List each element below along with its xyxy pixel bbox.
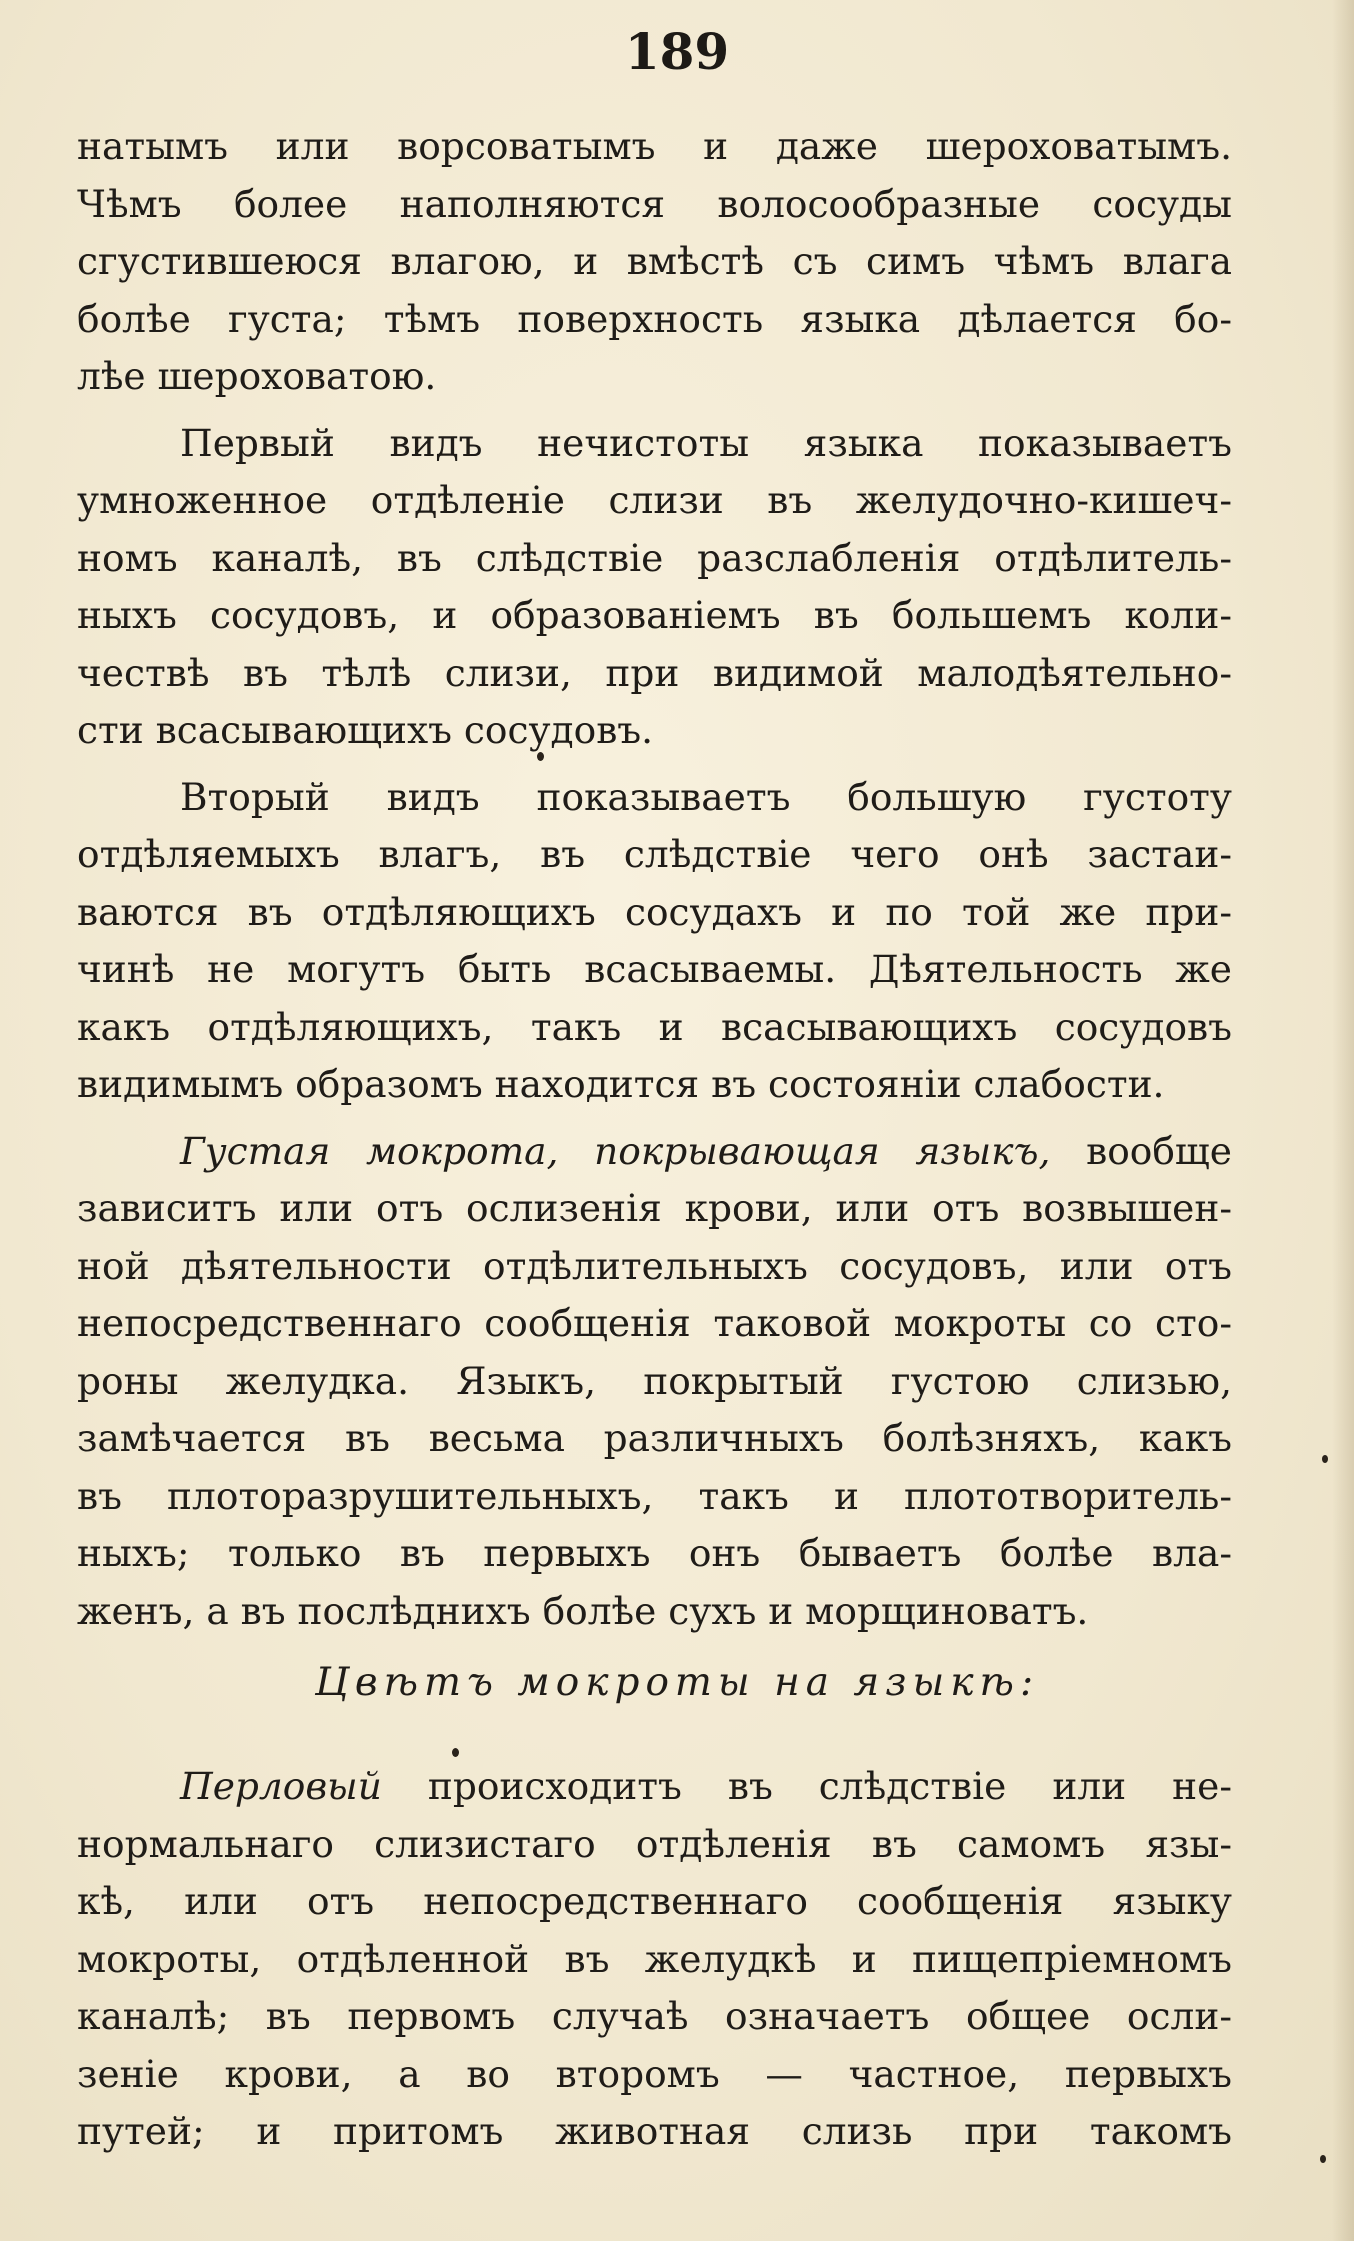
ink-speck <box>537 752 544 761</box>
text-line: Вторый видъ показываетъ большую густоту <box>180 774 1232 819</box>
text-line: номъ каналѣ, въ слѣдствіе разслабленія отдѣлитель- <box>77 535 1232 580</box>
text-line: болѣе густа; тѣмъ поверхность языка дѣлается бо- <box>77 296 1232 341</box>
lead-rest: вообще <box>1086 1128 1232 1173</box>
text-line-lead <box>77 1758 1232 1816</box>
main-text <box>77 118 1232 1640</box>
text-line: чествѣ въ тѣлѣ слизи, при видимой малодѣятельно- <box>77 650 1232 695</box>
italic-term: Перловый <box>180 1764 382 1808</box>
text-line: умноженное отдѣленіе слизи въ желудочно-кишеч- <box>77 478 1232 522</box>
text-line: чинѣ не могутъ быть всасываемы. Дѣятельность же <box>77 947 1232 991</box>
text-line: отдѣляемыхъ влагъ, въ слѣдствіе чего онѣ застаи- <box>77 832 1232 876</box>
lead-rest: происходитъ въ слѣдствіе или не- <box>427 1764 1232 1808</box>
page-edge-shadow <box>1332 0 1354 2241</box>
ink-speck <box>452 1748 459 1757</box>
paragraph-thick-mucus <box>77 1123 1232 1641</box>
text-line: лѣе шероховатою. <box>77 354 437 398</box>
text-line: ной дѣятельности отдѣлительныхъ сосудовъ, или отъ <box>77 1243 1232 1288</box>
text-line: въ плоторазрушительныхъ, такъ и плототворитель- <box>77 1473 1232 1518</box>
text-line: Первый видъ нечистоты языка показываетъ <box>180 420 1232 465</box>
text-line: каналѣ; въ первомъ случаѣ означаетъ общее осли- <box>77 1994 1232 2038</box>
paragraph-pearly <box>77 1758 1232 2161</box>
paragraph-second-kind <box>77 769 1232 1114</box>
text-line: сгустившеюся влагою, и вмѣстѣ съ симъ чѣмъ влага <box>77 239 1232 283</box>
text-line: нормальнаго слизистаго отдѣленія въ самомъ язы- <box>77 1821 1232 1866</box>
text-line: зависитъ или отъ ослизенія крови, или отъ возвышен- <box>77 1186 1232 1230</box>
text-line: женъ, а въ послѣднихъ болѣе сухъ и морщиноватъ. <box>77 1588 1089 1633</box>
italic-term: Густая мокрота, покрывающая языкъ, <box>180 1128 1051 1173</box>
text-line: кѣ, или отъ непосредственнаго сообщенія языку <box>77 1879 1232 1923</box>
page-number: 189 <box>624 22 730 81</box>
text-line: мокроты, отдѣленной въ желудкѣ и пищепріемномъ <box>77 1936 1232 1981</box>
text-line: видимымъ образомъ находится въ состояніи слабости. <box>77 1062 1165 1106</box>
text-line: ныхъ; только въ первыхъ онъ бываетъ болѣе вла- <box>77 1531 1232 1575</box>
paragraph-first-kind <box>77 415 1232 760</box>
text-line: путей; и притомъ животная слизь при такомъ <box>77 2109 1232 2153</box>
ink-speck <box>1320 2155 1326 2163</box>
paragraph-continuation <box>77 118 1232 406</box>
text-line: сти всасывающихъ сосудовъ. <box>77 708 654 752</box>
text-line: зеніе крови, а во второмъ — частное, первыхъ <box>77 2051 1232 2096</box>
text-line: ваются въ отдѣляющихъ сосудахъ и по той же при- <box>77 889 1232 934</box>
ink-speck <box>1322 1455 1328 1463</box>
text-line: Чѣмъ более наполняются волосообразные сосуды <box>77 181 1232 226</box>
main-text-continued <box>77 1758 1232 2161</box>
text-line: натымъ или ворсоватымъ и даже шероховатымъ. <box>77 124 1232 168</box>
section-heading: Цвѣтъ мокроты на языкѣ: <box>314 1660 1040 1705</box>
text-line: роны желудка. Языкъ, покрытый густою слизью, <box>77 1358 1232 1403</box>
text-line: непосредственнаго сообщенія таковой мокроты со сто- <box>77 1301 1232 1345</box>
text-line: замѣчается въ весьма различныхъ болѣзняхъ, какъ <box>77 1416 1232 1460</box>
text-line-lead <box>77 1123 1232 1181</box>
text-line: ныхъ сосудовъ, и образованіемъ въ большемъ коли- <box>77 593 1232 637</box>
text-line: какъ отдѣляющихъ, такъ и всасывающихъ сосудовъ <box>77 1004 1232 1049</box>
